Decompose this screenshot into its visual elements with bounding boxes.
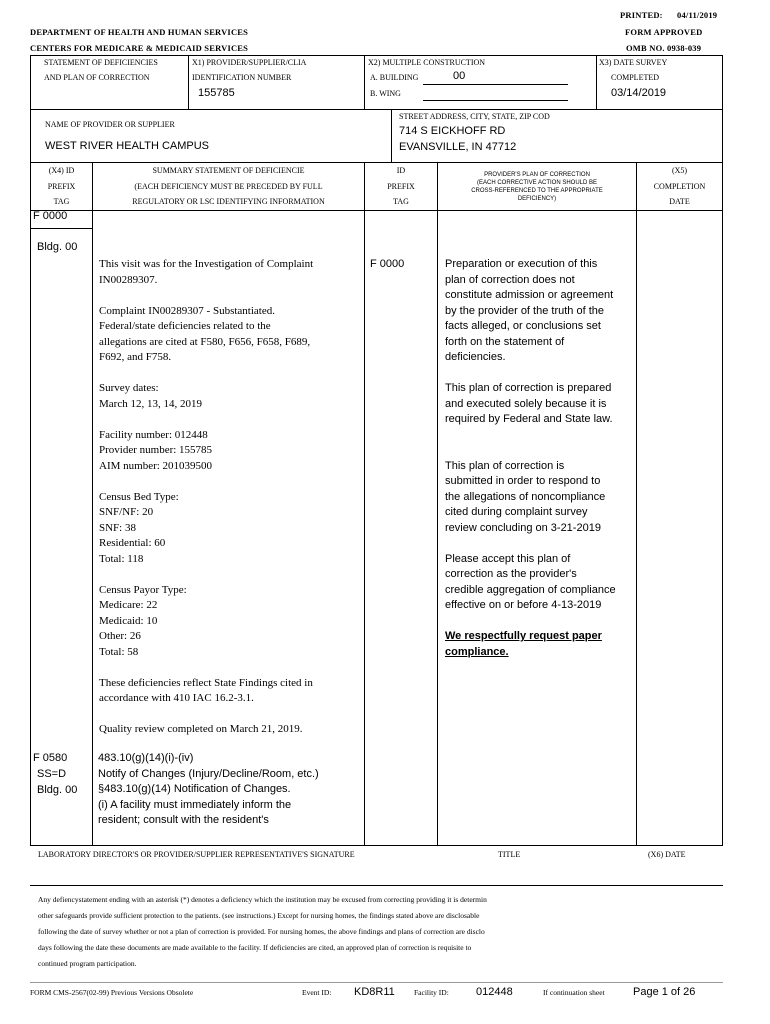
address-city: EVANSVILLE, IN 47712 [399, 141, 517, 153]
id-prefix-header: PREFIX [387, 182, 415, 191]
x4-tag-header: TAG [53, 197, 70, 206]
provider-clia-label: X1) PROVIDER/SUPPLIER/CLIA [192, 58, 307, 67]
wing-label: B. WING [370, 89, 401, 98]
summary-header-1: SUMMARY STATEMENT OF DEFICIENCIE [152, 166, 305, 175]
x6-date-label: (X6) DATE [648, 850, 686, 859]
multiple-construction-label: X2) MULTIPLE CONSTRUCTION [368, 58, 486, 67]
poc-header-4: DEFICIENCY) [517, 196, 557, 202]
date-survey-label: X3) DATE SURVEY [599, 58, 668, 67]
provider-name-value: WEST RIVER HEALTH CAMPUS [45, 140, 210, 152]
facility-id-label: Facility ID: [414, 988, 449, 997]
printed-date: 04/11/2019 [677, 10, 718, 20]
provider-number-value: 155785 [198, 87, 235, 99]
scope-severity: SS=D [37, 768, 67, 780]
signature-label: LABORATORY DIRECTOR'S OR PROVIDER/SUPPLIER REPRESENTATIVE'S SIGNATURE [38, 850, 355, 859]
event-id-label: Event ID: [302, 988, 332, 997]
summary-header-3: REGULATORY OR LSC IDENTIFYING INFORMATION [132, 197, 325, 206]
event-id-value: KD8R11 [354, 986, 395, 998]
provider-name-label: NAME OF PROVIDER OR SUPPLIER [45, 120, 175, 129]
building-tag-2: Bldg. 00 [37, 784, 78, 796]
printed-label: PRINTED: [620, 10, 663, 20]
identification-number-label: IDENTIFICATION NUMBER [192, 73, 292, 82]
summary-header-2: (EACH DEFICIENCY MUST BE PRECEDED BY FULL [134, 182, 323, 191]
completion-header: COMPLETION [653, 182, 706, 191]
poc-header-3: CROSS-REFERENCED TO THE APPROPRIATE [471, 188, 603, 194]
continuation-label: If continuation sheet [543, 988, 605, 997]
tag-f0000: F 0000 [33, 210, 68, 222]
building-value: 00 [453, 70, 466, 82]
statement-label-2: AND PLAN OF CORRECTION [44, 73, 150, 82]
address-label: STREET ADDRESS, CITY, STATE, ZIP COD [399, 112, 550, 121]
page-number: Page 1 of 26 [633, 986, 696, 998]
department-title: DEPARTMENT OF HEALTH AND HUMAN SERVICES [30, 27, 249, 37]
title-label: TITLE [498, 850, 521, 859]
deficiency-footnote: Any defiencystatement ending with an asterisk (*) denotes a deficiency which the institution may be excused from correcting providing it is determin other safeguards provide sufficient protection to the patients. (see instructions.) Except for nursing homes, the findings stated above are disclosable following the date of survey whether or not a plan of correction is provided. For nursing homes, the above findings and plans of correction are disclo days following the date these documents are made available to the facility. If deficiencies are cited, an approved plan of correction is requisite to continued program participation. [38, 895, 487, 968]
omb-number: OMB NO. 0938-039 [626, 43, 702, 53]
x4-prefix-header: PREFIX [47, 182, 76, 191]
completed-label: COMPLETED [611, 73, 659, 82]
poc-header-1: PROVIDER'S PLAN OF CORRECTION [484, 172, 590, 178]
x5-header: (X5) [671, 166, 688, 175]
id-tag-header: TAG [393, 197, 409, 206]
form-approved: FORM APPROVED [625, 27, 703, 37]
survey-date-value: 03/14/2019 [611, 87, 667, 99]
summary-text: This visit was for the Investigation of Complaint IN00289307. Complaint IN00289307 - Substantiated. Federal/state deficiencies related to the allegations are cited at F580, F656, F658, F689, F692, and F758. Survey dates: March 12, 13, 14, 2019 Facility number: 012448 Provider number: 155785 AIM number: 201039500 Census Bed Type: SNF/NF: 20 SNF: 38 Residential: 60 Total: 118 Census Payor Type: Medicare: 22 Medicaid: 10 Other: 26 Total: 58 These deficiencies reflect State Findings cited in accordance with 410 IAC 16.2-3.1. Quality review completed on March 21, 2019. [99, 258, 314, 735]
poc-header-2: (EACH CORRECTIVE ACTION SHOULD BE [476, 180, 598, 186]
plan-of-correction: Preparation or execution of this plan of correction does not constitute admission or agreement by the provider of the truth of the facts alleged, or conclusions set forth on the statement of deficiencies. This plan of correction is prepared and executed solely because it is required by Federal and State law. This plan of correction is submitted in order to respond to the allegations of noncompliance cited during complaint survey review concluding on 3-21-2019 Please accept this plan of correction as the provider's credible aggregation of compliance effective on or before 4-13-2019 We respectfully request paper compliance. [445, 257, 635, 660]
paper-compliance-request: We respectfully request paper [445, 630, 602, 642]
statement-label-1: STATEMENT OF DEFICIENCIES [44, 58, 158, 67]
date-header: DATE [669, 197, 690, 206]
response-tag: F 0000 [370, 258, 405, 270]
building-label: A. BUILDING [370, 73, 419, 82]
form-number: FORM CMS-2567(02-99) Previous Versions Obsolete [30, 988, 194, 997]
tag-f0580: F 0580 [33, 752, 68, 764]
building-tag-1: Bldg. 00 [37, 241, 78, 253]
address-street: 714 S EICKHOFF RD [399, 125, 506, 137]
x4-id-header: (X4) ID [48, 166, 75, 175]
id-header: ID [396, 166, 406, 175]
cms-title: CENTERS FOR MEDICARE & MEDICAID SERVICES [30, 43, 249, 53]
facility-id-value: 012448 [476, 986, 513, 998]
regulation-text: 483.10(g)(14)(i)-(iv) Notify of Changes (Injury/Decline/Room, etc.) §483.10(g)(14) Notification of Changes. (i) A facility must immediately inform the resident; consult with the resident's [98, 752, 319, 826]
